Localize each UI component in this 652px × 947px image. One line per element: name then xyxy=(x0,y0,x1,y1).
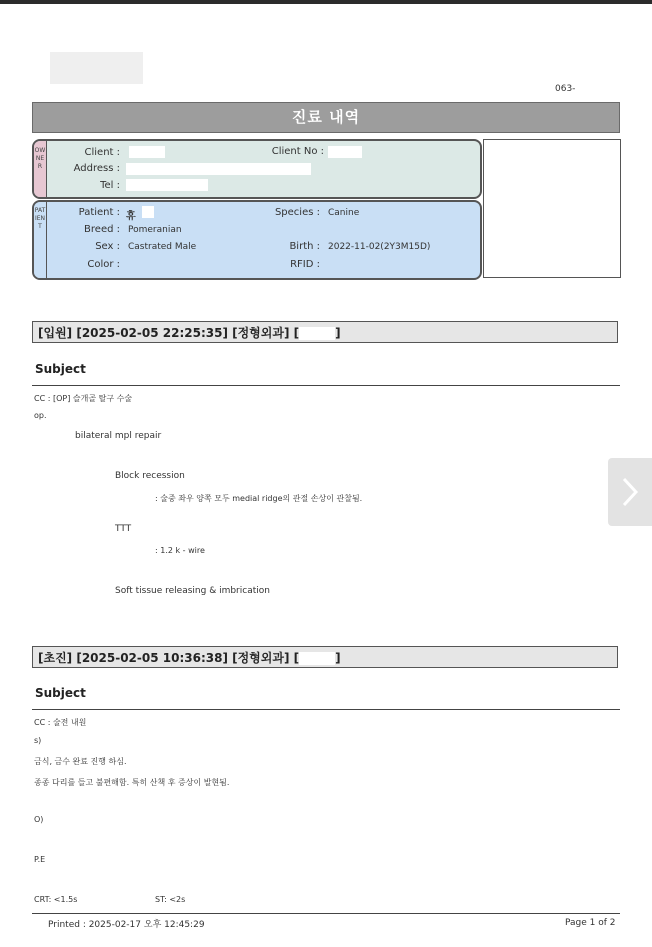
patient-side-tab xyxy=(34,202,47,278)
breed-label: Breed : xyxy=(84,224,120,235)
record-header-text: [초진] [2025-02-05 10:36:38] [정형외과] [ xyxy=(38,651,300,665)
clinic-logo-placeholder xyxy=(50,52,143,84)
document-number: 063- xyxy=(555,84,576,94)
op-label: op. xyxy=(34,411,47,420)
page-indicator: Page 1 of 2 xyxy=(565,918,616,928)
address-label: Address : xyxy=(73,163,120,174)
client-label: Client : xyxy=(84,147,120,158)
record-header-first-visit xyxy=(32,646,618,668)
birth-label: Birth : xyxy=(289,241,320,252)
species-value: Canine xyxy=(328,208,360,218)
block-recession-note: : 술중 좌우 양쪽 모두 medial ridge의 관절 손상이 관찰됨. xyxy=(155,494,363,503)
st-value: ST: <2s xyxy=(155,895,186,904)
sex-value: Castrated Male xyxy=(128,242,197,252)
address-value xyxy=(126,163,311,175)
patient-tab-letters: PATIENT xyxy=(34,207,46,230)
s-section-label: s) xyxy=(34,736,42,745)
subject-heading: Subject xyxy=(35,686,86,700)
patient-label: Patient : xyxy=(78,207,120,218)
patient-photo-box xyxy=(483,139,621,278)
chief-complaint: CC : 술전 내원 xyxy=(34,718,87,727)
record-header-end: ] xyxy=(335,651,341,665)
patient-name-redaction xyxy=(142,206,154,218)
rfid-label: RFID : xyxy=(290,259,320,270)
ttt-label: TTT xyxy=(115,524,132,534)
o-section-label: O) xyxy=(34,815,44,824)
client-no-label: Client No : xyxy=(271,146,324,157)
species-label: Species : xyxy=(274,207,320,218)
breed-value: Pomeranian xyxy=(128,225,182,235)
patient-value: 휴 xyxy=(126,211,136,222)
doctor-name-redaction xyxy=(299,652,335,665)
patient-info-box xyxy=(32,200,482,280)
owner-tab-letters: OWNER xyxy=(34,147,46,170)
procedure-line: bilateral mpl repair xyxy=(75,431,162,441)
s-line-2: 종종 다리를 들고 불편해함. 특히 산책 후 증상이 발현됨. xyxy=(34,778,230,787)
chief-complaint: CC : [OP] 슬개골 탈구 수술 xyxy=(34,394,133,403)
subject-heading: Subject xyxy=(35,362,86,376)
tel-value xyxy=(126,179,208,191)
sex-label: Sex : xyxy=(95,241,120,252)
chevron-right-icon xyxy=(621,476,639,508)
ttt-note: : 1.2 k - wire xyxy=(155,546,205,555)
record-header-admission xyxy=(32,321,618,343)
subject-divider xyxy=(32,709,620,710)
record-header-text: [입원] [2025-02-05 22:25:35] [정형외과] [ xyxy=(38,326,300,340)
top-window-bar xyxy=(0,0,652,4)
block-recession-label: Block recession xyxy=(115,471,185,481)
doctor-name-redaction xyxy=(299,327,335,340)
birth-value: 2022-11-02(2Y3M15D) xyxy=(328,242,431,252)
subject-divider xyxy=(32,385,620,386)
crt-value: CRT: <1.5s xyxy=(34,895,78,904)
printed-timestamp: Printed : 2025-02-17 오후 12:45:29 xyxy=(48,920,205,930)
tel-label: Tel : xyxy=(100,180,120,191)
owner-side-tab xyxy=(34,141,47,197)
next-page-button[interactable] xyxy=(608,458,652,526)
record-header-end: ] xyxy=(335,326,341,340)
footer-divider xyxy=(32,913,620,914)
s-line-1: 금식, 금수 완료 진행 하심. xyxy=(34,757,127,766)
document-title: 진료 내역 xyxy=(32,102,620,133)
client-no-value xyxy=(328,146,362,158)
pe-label: P.E xyxy=(34,855,46,864)
color-label: Color : xyxy=(87,259,120,270)
owner-info-box xyxy=(32,139,482,199)
client-value xyxy=(129,146,165,158)
soft-tissue-line: Soft tissue releasing & imbrication xyxy=(115,586,270,596)
